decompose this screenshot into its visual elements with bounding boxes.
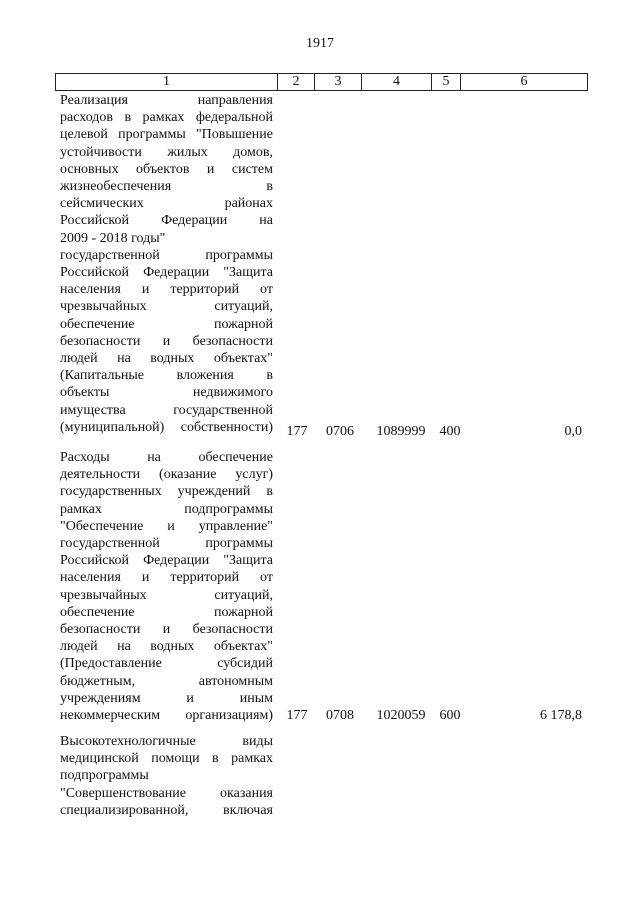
cell-target-code: 1089999	[376, 424, 426, 439]
desc-line: 2009 - 2018 годы"	[60, 230, 166, 246]
desc-line: расходов в рамках федеральной	[60, 110, 273, 126]
desc-line: деятельности (оказание услуг)	[60, 467, 273, 483]
header-col-3: 3	[315, 74, 362, 91]
cell-expense-type: 600	[439, 708, 461, 723]
desc-line: государственной программы	[60, 247, 273, 263]
desc-line: чрезвычайных ситуаций,	[60, 299, 273, 315]
cell-amount: 6 178,8	[540, 708, 582, 723]
desc-line: учреждениям и иным	[60, 690, 273, 706]
desc-line: людей на водных объектах"	[60, 351, 273, 367]
row-description	[60, 92, 273, 436]
desc-line: бюджетным, автономным	[60, 673, 273, 689]
desc-line: обеспечение пожарной	[60, 316, 273, 332]
desc-line: Расходы на обеспечение	[60, 450, 273, 465]
header-col-5: 5	[432, 74, 461, 91]
desc-line: чрезвычайных ситуаций,	[60, 587, 273, 603]
desc-line: объекты недвижимого	[60, 385, 273, 401]
header-col-6: 6	[461, 74, 588, 91]
desc-line: населения и территорий от	[60, 570, 273, 586]
desc-line: безопасности и безопасности	[60, 333, 273, 349]
desc-line: (муниципальной) собственности)	[60, 419, 273, 435]
desc-line: медицинской помощи в рамках	[60, 751, 273, 767]
desc-line: населения и территорий от	[60, 282, 273, 298]
desc-line: государственных учреждений в	[60, 484, 273, 500]
desc-line: жизнеобеспечения в	[60, 179, 273, 195]
desc-line: Российской Федерации "Защита	[60, 265, 273, 281]
desc-line: людей на водных объектах"	[60, 639, 273, 655]
desc-line: Российской Федерации на	[60, 213, 273, 229]
desc-line: государственной программы	[60, 536, 273, 552]
desc-line: устойчивости жилых домов,	[60, 144, 273, 160]
desc-line: Российской Федерации "Защита	[60, 553, 273, 569]
desc-line: специализированной, включая	[60, 802, 273, 818]
desc-line: Высокотехнологичные виды	[60, 734, 273, 749]
cell-section-code: 0706	[326, 424, 354, 439]
desc-line: рамках подпрограммы	[60, 501, 273, 517]
header-col-1: 1	[56, 74, 278, 91]
desc-line: основных объектов и систем	[60, 161, 273, 177]
cell-ministry-code: 177	[286, 708, 308, 723]
cell-section-code: 0708	[326, 708, 354, 723]
desc-line: безопасности и безопасности	[60, 622, 273, 638]
desc-line: сейсмических районах	[60, 196, 273, 212]
desc-line: подпрограммы	[60, 768, 149, 784]
cell-expense-type: 400	[439, 424, 461, 439]
desc-line: некоммерческим организациям)	[60, 708, 273, 724]
desc-line: целевой программы "Повышение	[60, 127, 273, 143]
desc-line: Реализация направления	[60, 93, 273, 108]
cell-ministry-code: 177	[286, 424, 308, 439]
cell-target-code: 1020059	[376, 708, 426, 723]
desc-line: (Капитальные вложения в	[60, 368, 273, 384]
desc-line: "Обеспечение и управление"	[60, 518, 273, 534]
page-number: 1917	[306, 36, 334, 51]
row-description	[60, 449, 273, 724]
desc-line: (Предоставление субсидий	[60, 656, 273, 672]
header-col-4: 4	[362, 74, 432, 91]
desc-line: имущества государственной	[60, 402, 273, 418]
desc-line: обеспечение пожарной	[60, 604, 273, 620]
row-description	[60, 733, 273, 819]
desc-line: "Совершенствование оказания	[60, 785, 273, 801]
header-col-2: 2	[278, 74, 315, 91]
table-header	[55, 73, 588, 91]
cell-amount: 0,0	[564, 424, 582, 439]
